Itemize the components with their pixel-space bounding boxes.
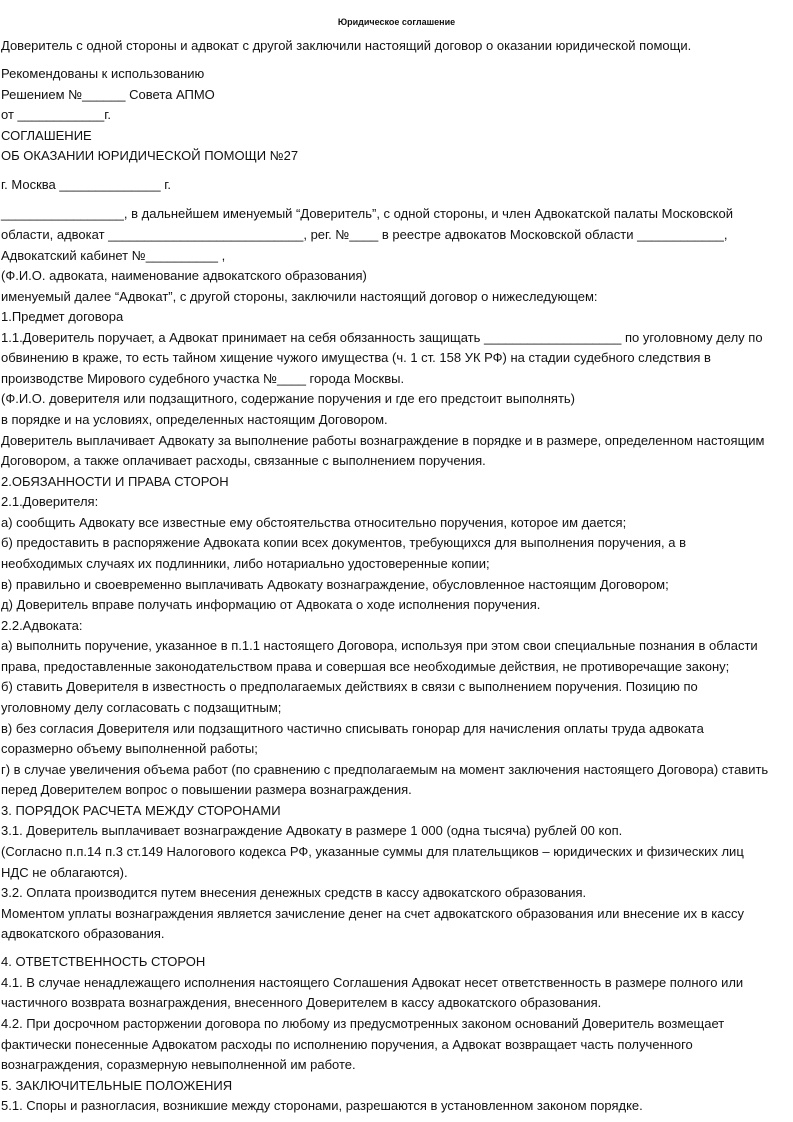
clause-line: Доверитель выплачивает Адвокату за выполнение работы вознаграждение в порядке и в размере, определенном настоящим bbox=[1, 433, 765, 448]
clause-line: (Согласно п.п.14 п.3 ст.149 Налогового кодекса РФ, указанные суммы для плательщиков – юридических и физических лиц bbox=[1, 844, 744, 859]
city-date-line: г. Москва ______________ г. bbox=[1, 177, 171, 192]
clause-line: г) в случае увеличения объема работ (по сравнению с предполагаемым на момент заключения настоящего Договора) ставить bbox=[1, 762, 769, 777]
clause-line: права, предоставленные законодательством права и совершая все необходимые действия, не противоречащие закону; bbox=[1, 659, 730, 674]
clause-line: обвинению в краже, то есть тайном хищение чужого имущества (ч. 1 ст. 158 УК РФ) на стадии судебного следствия в bbox=[1, 350, 711, 365]
clause-line: б) ставить Доверителя в известность о предполагаемых действиях в связи с выполнением поручения. Позицию по bbox=[1, 679, 698, 694]
decision-line: Решением №______ Совета АПМО bbox=[1, 87, 215, 102]
document-title: Юридическое соглашение bbox=[337, 17, 456, 27]
clause-line: фактически понесенные Адвокатом расходы по исполнению поручения, а Адвокат возвращает часть полученного bbox=[1, 1037, 693, 1052]
agreement-heading: СОГЛАШЕНИЕ bbox=[1, 128, 92, 143]
section-heading: 3. ПОРЯДОК РАСЧЕТА МЕЖДУ СТОРОНАМИ bbox=[1, 803, 281, 818]
parties-paragraph-line: именуемый далее “Адвокат”, с другой стороны, заключили настоящий договор о нижеследующем: bbox=[1, 289, 598, 304]
section-heading: 4. ОТВЕТСТВЕННОСТЬ СТОРОН bbox=[1, 954, 206, 969]
clause-line: соразмерно объему выполненной работы; bbox=[1, 741, 258, 756]
clause-line: а) сообщить Адвокату все известные ему обстоятельства относительно поручения, которое им дается; bbox=[1, 515, 627, 530]
parties-paragraph-line: области, адвокат ___________________________, рег. №____ в реестре адвокатов Московской области ____________, bbox=[1, 227, 728, 242]
section-heading: 5. ЗАКЛЮЧИТЕЛЬНЫЕ ПОЛОЖЕНИЯ bbox=[1, 1078, 233, 1093]
clause-line: д) Доверитель вправе получать информацию от Адвоката о ходе исполнения поручения. bbox=[1, 597, 541, 612]
parties-paragraph-line: Адвокатский кабинет №__________ , bbox=[1, 248, 226, 263]
section-heading: 2.ОБЯЗАННОСТИ И ПРАВА СТОРОН bbox=[1, 474, 229, 489]
agreement-subheading: ОБ ОКАЗАНИИ ЮРИДИЧЕСКОЙ ПОМОЩИ №27 bbox=[1, 148, 299, 163]
clause-line: в) правильно и своевременно выплачивать Адвокату вознаграждение, обусловленное настоящим Договором; bbox=[1, 577, 669, 592]
clause-line: а) выполнить поручение, указанное в п.1.1 настоящего Договора, используя при этом свои специальные познания в области bbox=[1, 638, 758, 653]
clause-line: 4.2. При досрочном расторжении договора по любому из предусмотренных законом оснований Доверитель возмещает bbox=[1, 1016, 725, 1031]
clause-line: 3.1. Доверитель выплачивает вознаграждение Адвокату в размере 1 000 (одна тысяча) рублей 00 коп. bbox=[1, 823, 623, 838]
clause-line: (Ф.И.О. доверителя или подзащитного, содержание поручения и где его предстоит выполнять) bbox=[1, 391, 576, 406]
parties-paragraph-line: (Ф.И.О. адвоката, наименование адвокатского образования) bbox=[1, 268, 367, 283]
clause-line: 3.2. Оплата производится путем внесения денежных средств в кассу адвокатского образования. bbox=[1, 885, 587, 900]
subsection-heading: 2.1.Доверителя: bbox=[1, 494, 99, 509]
clause-line: б) предоставить в распоряжение Адвоката копии всех документов, требующихся для выполнения поручения, а в bbox=[1, 535, 687, 550]
clause-line: адвокатского образования. bbox=[1, 926, 165, 941]
clause-line: НДС не облагаются). bbox=[1, 865, 128, 880]
clause-line: в порядке и на условиях, определенных настоящим Договором. bbox=[1, 412, 388, 427]
recommended-line: Рекомендованы к использованию bbox=[1, 66, 205, 81]
intro-line: Доверитель с одной стороны и адвокат с другой заключили настоящий договор о оказании юридической помощи. bbox=[1, 38, 692, 53]
clause-line: перед Доверителем вопрос о повышении размера вознаграждения. bbox=[1, 782, 412, 797]
clause-line: Моментом уплаты вознаграждения является зачисление денег на счет адвокатского образования или внесение их в кассу bbox=[1, 906, 744, 921]
clause-line: 5.1. Споры и разногласия, возникшие между сторонами, разрешаются в установленном законом порядке. bbox=[1, 1098, 643, 1113]
clause-line: вознаграждения, соразмерную невыполненной им работе. bbox=[1, 1057, 356, 1072]
clause-line: Договором, а также оплачивает расходы, связанные с выполнением поручения. bbox=[1, 453, 486, 468]
section-heading: 1.Предмет договора bbox=[1, 309, 124, 324]
clause-line: частичного возврата вознаграждения, внесенного Доверителем в кассу адвокатского образования. bbox=[1, 995, 602, 1010]
clause-line: 4.1. В случае ненадлежащего исполнения настоящего Соглашения Адвокат несет ответственность в размере полного или bbox=[1, 975, 744, 990]
clause-line: уголовному делу согласовать с подзащитным; bbox=[1, 700, 282, 715]
clause-line: производстве Мирового судебного участка №____ города Москвы. bbox=[1, 371, 405, 386]
clause-line: в) без согласия Доверителя или подзащитного частично списывать гонорар для начисления оплаты труда адвоката bbox=[1, 721, 704, 736]
clause-line: необходимых случаях их подлинники, либо нотариально удостоверенные копии; bbox=[1, 556, 490, 571]
subsection-heading: 2.2.Адвоката: bbox=[1, 618, 83, 633]
parties-paragraph-line: _________________, в дальнейшем именуемый “Доверитель”, с одной стороны, и член Адвокатской палаты Московской bbox=[1, 206, 733, 221]
date-line: от ____________г. bbox=[1, 107, 112, 122]
clause-line: 1.1.Доверитель поручает, а Адвокат принимает на себя обязанность защищать ___________________ по уголовному делу по bbox=[1, 330, 763, 345]
